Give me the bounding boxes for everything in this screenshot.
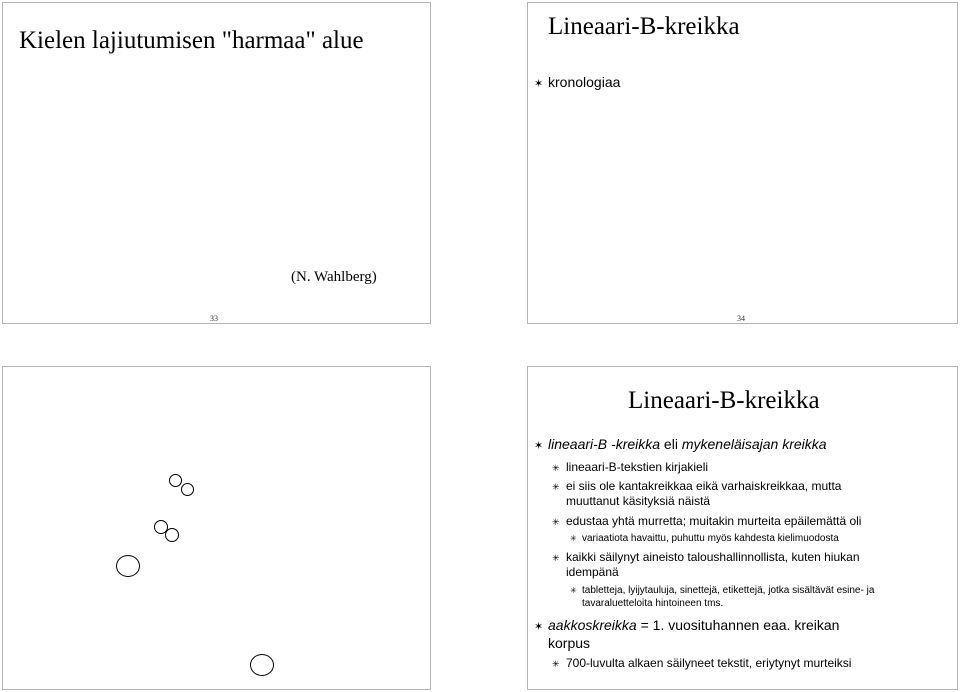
bullet-kronologiaa	[534, 75, 620, 90]
circle-shape	[116, 555, 140, 577]
slide-33	[2, 2, 431, 324]
asterisk-bullet-icon: ✳	[570, 534, 577, 543]
asterisk-bullet-icon: ✳	[552, 517, 560, 527]
bullet-l2-ei-kantakreikkaa-cont: muuttanut käsityksiä näistä	[566, 494, 711, 508]
slide-title: Lineaari-B-kreikka	[628, 387, 820, 414]
bullet-l1-aakkoskreikka-cont: korpus	[548, 635, 591, 651]
bullet-l3-tabletteja-cont: tavaraluetteloita hintoineen tms.	[582, 598, 724, 609]
slide-figure	[2, 366, 431, 690]
bullet-l3-variaatiota: ✳ variaatiota havaittu, puhuttu myös kahdesta kielimuodosta	[570, 533, 839, 544]
asterisk-bullet-icon: ✳	[552, 463, 560, 473]
image-credit: (N. Wahlberg)	[291, 269, 377, 285]
bullet-l2-ei-kantakreikkaa: ✳ ei siis ole kantakreikkaa eikä varhaiskreikkaa, mutta	[552, 479, 842, 493]
bullet-l2-kirjakieli: ✳ lineaari-B-tekstien kirjakieli	[552, 460, 709, 474]
slide-title: Kielen lajiutumisen "harmaa" alue	[19, 27, 364, 54]
slide-lineaari-b-detail	[527, 366, 958, 690]
circle-shape	[181, 483, 194, 496]
bullet-l2-700-luvulta: ✳ 700-luvulta alkaen säilyneet tekstit, eriytynyt murteiksi	[552, 656, 852, 670]
page-number-33: 33	[210, 314, 218, 323]
bullet-l1-lineaari-b: ✶ lineaari-B -kreikka eli mykeneläisajan kreikka	[534, 436, 827, 452]
bullet-l2-aineisto: ✳ kaikki säilynyt aineisto taloushallinnollista, kuten hiukan	[552, 550, 860, 564]
bullet-l3-tabletteja: ✳ tabletteja, lyijytauluja, sinettejä, etikettejä, jotka sisältävät esine- ja	[570, 585, 875, 596]
circle-shape	[250, 654, 274, 676]
page-number-34: 34	[737, 314, 745, 323]
asterisk-bullet-icon: ✳	[552, 482, 560, 492]
slide-34	[527, 2, 958, 324]
star-bullet-icon: ✶	[534, 621, 544, 633]
star-bullet-icon: ✶	[534, 440, 544, 452]
asterisk-bullet-icon: ✳	[552, 659, 560, 669]
circle-shape	[169, 474, 182, 487]
star-bullet-icon: ✶	[534, 78, 544, 90]
asterisk-bullet-icon: ✳	[552, 553, 560, 563]
bullet-l1-aakkoskreikka: ✶ aakkoskreikka = 1. vuosituhannen eaa. kreikan	[534, 617, 840, 633]
asterisk-bullet-icon: ✳	[570, 586, 577, 595]
bullet-l2-murretta: ✳ edustaa yhtä murretta; muitakin murteita epäilemättä oli	[552, 514, 862, 528]
bullet-text: kronologiaa	[548, 74, 621, 90]
circle-shape	[165, 528, 179, 542]
slide-title: Lineaari-B-kreikka	[548, 13, 740, 40]
bullet-l2-aineisto-cont: idempänä	[566, 565, 619, 579]
